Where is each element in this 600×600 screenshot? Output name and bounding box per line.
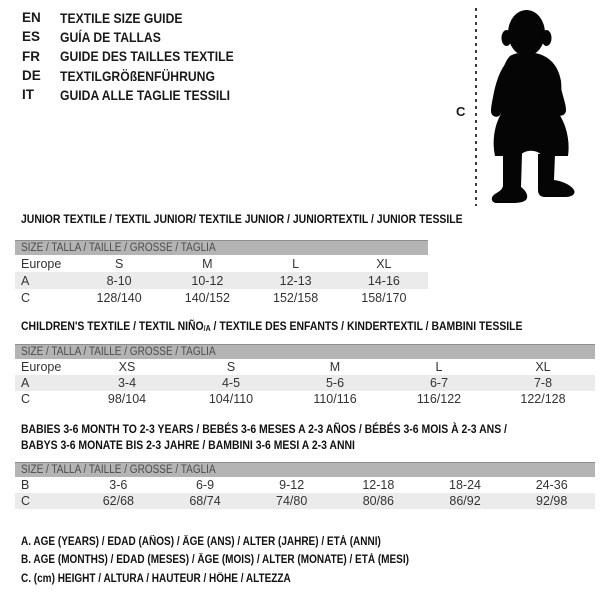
- table-cell: 122/128: [520, 392, 566, 406]
- table-cell: 4-5: [221, 376, 241, 390]
- table-cell: 86/92: [449, 494, 481, 508]
- language-title: TEXTILE SIZE GUIDE: [60, 9, 183, 26]
- table-cell: L: [292, 256, 300, 271]
- section-heading-children: CHILDREN'S TEXTILE / TEXTIL NIÑO/A / TEXTILE DES ENFANTS / KINDERTEXTIL / BAMBINI TESSILE: [21, 319, 523, 333]
- size-table-junior: [15, 240, 428, 306]
- height-measure-label: C: [456, 104, 466, 119]
- legend-notes: [21, 536, 467, 591]
- table-cell: 24-36: [535, 478, 568, 492]
- language-code: FR: [22, 48, 40, 64]
- table-row-height: [15, 493, 595, 509]
- table-row-height: [15, 289, 428, 306]
- table-cell: 92/98: [536, 494, 568, 508]
- row-label: Europe: [21, 256, 62, 271]
- language-code: IT: [22, 87, 34, 103]
- table-cell: 10-12: [191, 273, 224, 288]
- table-size-header: SIZE / TALLA / TAILLE / GRÖSSE / TAGLIA: [15, 462, 595, 477]
- table-cell: 3-6: [109, 478, 128, 492]
- section-heading-junior: JUNIOR TEXTILE / TEXTIL JUNIOR/ TEXTILE JUNIOR / JUNIORTEXTIL / JUNIOR TESSILE: [21, 212, 463, 226]
- table-cell: 5-6: [325, 376, 345, 390]
- row-label: C: [21, 290, 31, 305]
- table-cell: 3-4: [117, 376, 137, 390]
- row-label: Europe: [21, 360, 62, 374]
- language-title-list: [22, 8, 260, 104]
- table-cell: 152/158: [273, 290, 319, 305]
- table-cell: 7-8: [533, 376, 553, 390]
- table-row-europe: [15, 359, 595, 375]
- table-cell: 14-16: [367, 273, 400, 288]
- table-row-age-months: [15, 477, 595, 493]
- row-label: A: [21, 376, 30, 390]
- table-row-height: [15, 391, 595, 407]
- table-cell: 110/116: [313, 392, 357, 406]
- table-size-header: SIZE / TALLA / TAILLE / GRÖSSE / TAGLIA: [15, 240, 428, 255]
- table-cell: 12-13: [279, 273, 312, 288]
- row-label: A: [21, 273, 30, 288]
- table-cell: 12-18: [362, 478, 395, 492]
- language-title: GUIDA ALLE TAGLIE TESSILI: [60, 86, 231, 103]
- table-cell: 98/104: [107, 392, 147, 406]
- legend-note-c: C. (cm) HEIGHT / ALTURA / HAUTEUR / HÖHE / ALTEZZA: [21, 572, 291, 585]
- baby-silhouette-image: [484, 6, 588, 207]
- table-cell: XL: [376, 256, 392, 271]
- language-title: GUIDE DES TAILLES TEXTILE: [60, 48, 234, 65]
- table-cell: M: [202, 256, 213, 271]
- table-row-europe: [15, 255, 428, 272]
- table-cell: 80/86: [362, 494, 394, 508]
- table-cell: 140/152: [184, 290, 230, 305]
- table-cell: 6-9: [195, 478, 215, 492]
- row-label: C: [21, 494, 31, 508]
- size-table-children: [15, 344, 595, 407]
- language-row-es: [22, 27, 260, 46]
- size-table-babies: [15, 462, 595, 509]
- table-cell: 74/80: [276, 494, 308, 508]
- row-label: C: [21, 392, 31, 406]
- language-code: ES: [22, 29, 41, 45]
- language-code: DE: [22, 68, 41, 84]
- language-row-it: [22, 85, 260, 104]
- table-cell: S: [114, 256, 124, 271]
- table-cell: 8-10: [106, 273, 132, 288]
- language-row-en: [22, 8, 260, 27]
- table-cell: 104/110: [208, 392, 254, 406]
- table-size-header: SIZE / TALLA / TAILLE / GRÖSSE / TAGLIA: [15, 344, 595, 359]
- language-row-de: [22, 66, 260, 85]
- language-title: TEXTILGRÖßENFÜHRUNG: [60, 67, 215, 84]
- table-cell: 116/122: [416, 392, 462, 406]
- table-cell: M: [329, 360, 341, 374]
- table-cell: 62/68: [102, 494, 134, 508]
- table-cell: XS: [118, 360, 136, 374]
- row-label: B: [21, 478, 30, 492]
- legend-note-a: A. AGE (YEARS) / EDAD (AÑOS) / ÂGE (ANS) / ALTER (JAHRE) / ETÀ (ANNI): [21, 536, 381, 548]
- height-measure-dashed-line: [475, 8, 477, 206]
- table-row-age-years: [15, 375, 595, 391]
- heading-subscript: /A: [203, 324, 211, 333]
- table-cell: 18-24: [449, 478, 482, 492]
- table-cell: XL: [535, 360, 551, 374]
- table-cell: 158/170: [361, 290, 407, 305]
- table-cell: L: [435, 360, 443, 374]
- language-title: GUÍA DE TALLAS: [60, 28, 161, 45]
- table-cell: S: [226, 360, 236, 374]
- table-row-age-years: [15, 272, 428, 289]
- legend-note-b: B. AGE (MONTHS) / EDAD (MESES) / ÂGE (MOIS) / ALTER (MONATE) / ETÀ (MESI): [21, 554, 409, 567]
- language-code: EN: [22, 10, 41, 26]
- language-row-fr: [22, 47, 260, 66]
- table-cell: 9-12: [279, 478, 305, 492]
- table-cell: 128/140: [96, 290, 142, 305]
- table-cell: 68/74: [189, 494, 221, 508]
- table-cell: 6-7: [429, 376, 449, 390]
- section-heading-babies: BABIES 3-6 MONTH TO 2-3 YEARS / BEBÉS 3-6 MESES A 2-3 AÑOS / BÉBÉS 3-6 MOIS À 2-3 ANS / BABYS 3-6 MONATE BIS 2-3 JAHRE / BAMBINI 3-6 MESI A 2-3 ANNI: [21, 422, 507, 452]
